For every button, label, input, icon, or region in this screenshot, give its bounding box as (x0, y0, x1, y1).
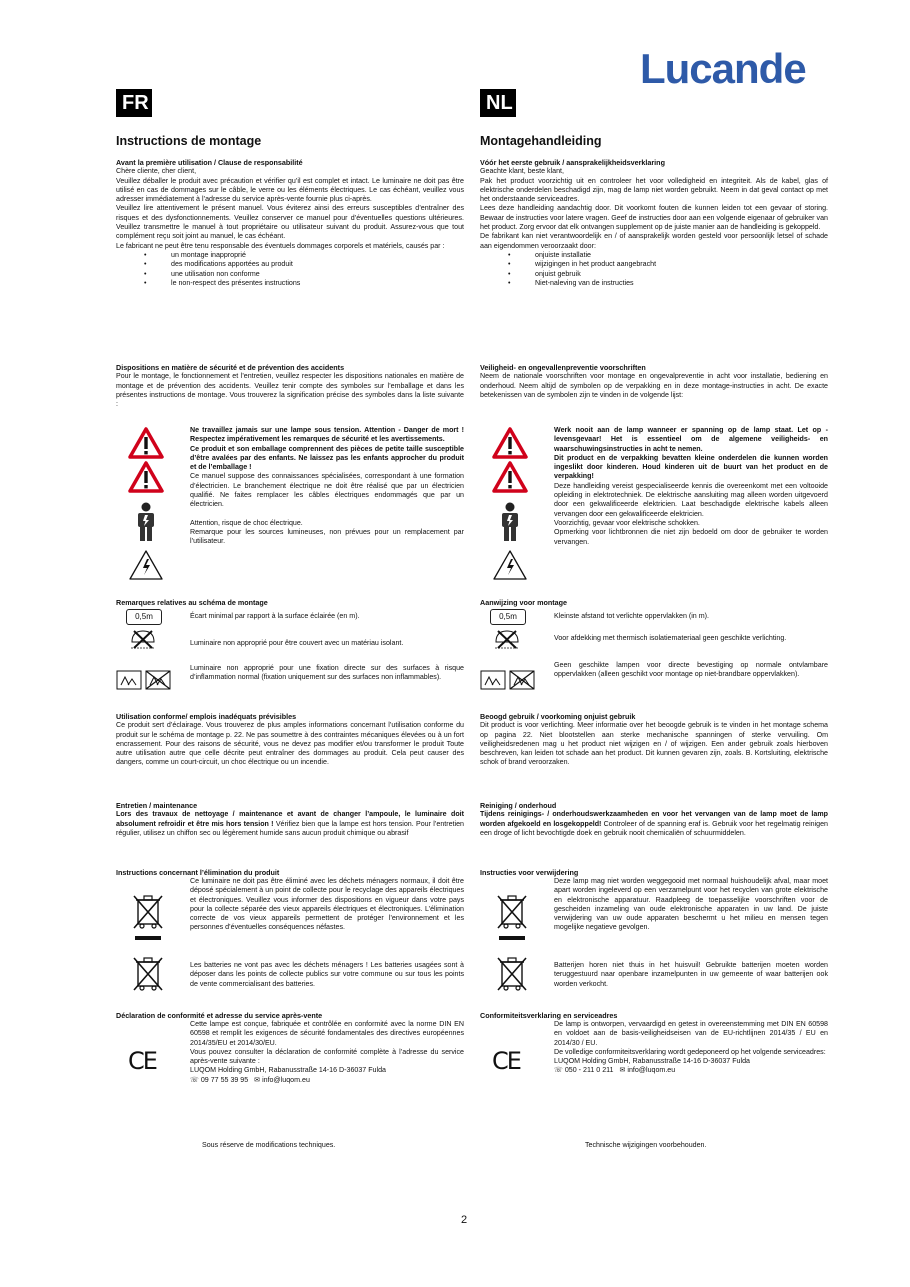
safety-text-nl (554, 426, 828, 547)
section-heading: Déclaration de conformité et adresse du service après-vente (116, 1011, 323, 1020)
section-intended-use-fr (116, 712, 464, 768)
mounting-note: Voor afdekking met thermisch isolatiemateriaal geen geschikte verlichting. (554, 634, 787, 642)
maintenance-warning: Tijdens reinigings- / onderhoudswerkzaamheden en voor het vervangen van de lamp moet de lamp worden afgekoeld en losgekoppeld! (480, 810, 828, 828)
paragraph: De lamp is ontworpen, vervaardigd en getest in overeenstemming met DIN EN 60598 en voldoet aan de basis-veiligheidseisen van de EU-richtlijnen 2014/35 / EU en 2014/30 / EU. (554, 1020, 828, 1047)
page-number: 2 (461, 1214, 468, 1226)
section-heading: Instructies voor verwijdering (480, 868, 579, 877)
page-title-nl: Montagehandleiding (480, 134, 602, 148)
email-link[interactable]: info@luqom.eu (262, 1075, 310, 1084)
section-heading: Utilisation conforme/ emplois inadéquats prévisibles (116, 712, 297, 721)
mounting-note: Kleinste afstand tot verlichte oppervlakken (in m). (554, 612, 709, 620)
no-insulation-cover-icon (492, 628, 522, 652)
section-heading: Remarques relatives au schéma de montage (116, 598, 268, 607)
electrician-icon (134, 501, 158, 543)
section-first-use-nl (480, 158, 828, 288)
section-first-use-fr (116, 158, 464, 288)
list-item: • Niet-naleving van de instructies (480, 279, 828, 288)
warning-text: Werk nooit aan de lamp wanneer er spanning op de lamp staat. Let op - levensgevaar! Het is essentieel om de algemene veiligheids- en waarschuwingsinstructies in acht te nemen. (554, 426, 828, 453)
mounting-note: Geen geschikte lampen voor directe bevestiging op normale ontvlambare oppervlakken (alleen geschikt voor montage op niet-brandbare oppervlakken). (554, 661, 828, 679)
paragraph: Chère cliente, cher client, (116, 167, 197, 176)
list-item: • onjuist gebruik (480, 270, 828, 279)
weee-bin-icon (496, 894, 528, 930)
electrician-icon (498, 501, 522, 543)
paragraph (116, 810, 464, 838)
section-safety-fr (116, 363, 464, 409)
paragraph: Pour le montage, le fonctionnement et l’entretien, veuillez respecter les dispositions nationales en matière de montage et de prévention des accidents. Veuillez tenir compte des symboles sur l’emballage et dans les présentes instructions de montage. Vous trouverez la signification précise des symboles dans la liste suivante : (116, 372, 464, 409)
list-item: • une utilisation non conforme (116, 270, 464, 279)
section-heading: Veiligheid- en ongevallenpreventie voorschriften (480, 363, 646, 372)
service-address: LUQOM Holding GmbH, Rabanusstraße 14-16 D-36037 Fulda (190, 1066, 386, 1075)
footer-nl: Technische wijzigingen voorbehouden. (585, 1141, 707, 1149)
section-heading: Avant la première utilisation / Clause de responsabilité (116, 158, 303, 167)
weee-bar (135, 936, 161, 940)
mounting-note: Luminaire non approprié pour une fixation directe sur des surfaces à risque d’inflammation normal (fixation uniquement sur des surfaces non inflammables). (190, 664, 464, 682)
phone-icon: ☏ (554, 1066, 563, 1075)
section-heading: Dispositions en matière de sécurité et de prévention des accidents (116, 363, 345, 372)
lang-badge-fr: FR (116, 89, 152, 117)
disposal-text: Deze lamp mag niet worden weggegooid met normaal huishoudelijk afval, maar moet apart worden ingeleverd op een verzamelpunt voor het recyclen van grote elektrische en elektronische apparatuur. Raadpleeg de toepasselijke voorschriften voor de gescheiden inzameling van oude elektronische apparaten in uw land. De juiste verwijdering van uw oude apparaten beschermt u het milieu en mensen tegen mogelijke negatieve gevolgen. (554, 877, 828, 932)
page-title-fr: Instructions de montage (116, 134, 262, 148)
list-item: • wijzigingen in het product aangebracht (480, 260, 828, 269)
paragraph: Cette lampe est conçue, fabriquée et contrôlée en conformité avec la norme DIN EN 60598 et remplit les exigences de sécurité fondamentales des directives européennes 2014/35/EU et 2014/30/EU. (190, 1020, 464, 1047)
warning-text: Dit product en de verpakking bevatten kleine onderdelen die kunnen worden ingeslikt door kinderen. Houd kinderen uit de buurt van het product en de verpakking! (554, 453, 828, 481)
paragraph: De fabrikant kan niet verantwoordelijk en / of aansprakelijk worden gesteld voor persoonlijk letsel of schade aan eigendommen veroorzaakt door: (480, 232, 828, 250)
section-safety-nl (480, 363, 828, 400)
no-insulation-cover-icon (128, 628, 158, 652)
contact-line (190, 1076, 464, 1085)
lucande-logo: Lucande (640, 45, 806, 92)
ce-mark-icon: CE (128, 1047, 156, 1075)
list-item: • onjuiste installatie (480, 251, 828, 260)
warning-text: Ne travaillez jamais sur une lampe sous tension. Attention - Danger de mort ! Respectez impérativement les remarques de sécurité et les avertissements. (190, 426, 464, 444)
section-intended-use-nl (480, 712, 828, 768)
warning-text: Ce produit et son emballage comprennent des pièces de petite taille susceptible d’être avalées par des enfants. Ne laissez pas les enfants approcher du produit et de l’emballage ! (190, 444, 464, 472)
electric-shock-icon (492, 548, 528, 582)
distance-0-5m-icon (126, 609, 162, 625)
warning-text: Voorzichtig, gevaar voor elektrische schokken. (554, 518, 700, 527)
warning-text: Opmerking voor lichtbronnen die niet zijn bedoeld om door de gebruiker te worden vervangen. (554, 528, 828, 546)
service-address: LUQOM Holding GmbH, Rabanusstraße 14-16 D-36037 Fulda (554, 1057, 750, 1066)
mounting-note: Luminaire non approprié pour être couvert avec un matériau isolant. (190, 639, 404, 647)
warning-triangle-icon (128, 426, 164, 460)
section-maintenance-nl (480, 801, 828, 838)
section-heading: Aanwijzing voor montage (480, 598, 568, 607)
paragraph: Ce produit sert d’éclairage. Vous trouverez de plus amples informations concernant l’utilisation conforme du produit sur le schéma de montage p. 22. Ne pas soumettre à des contraintes mécaniques élevées ou à un fort encrassement. Pour des raisons de sécurité, vous ne devez pas modifier et/ou transformer le produit Toute autre utilisation autre que celle décrite peut entraîner des dommages au produit. Cela peut causer des dangers, comme un court-circuit, un choc électrique ou un incendie. (116, 721, 464, 767)
section-disposal-nl (480, 868, 828, 998)
section-conformity-fr (116, 1011, 464, 1121)
section-maintenance-fr (116, 801, 464, 838)
warning-triangle-icon (492, 426, 528, 460)
section-heading: Vóór het eerste gebruik / aansprakelijkheidsverklaring (480, 158, 665, 167)
paragraph: Vous pouvez consulter la déclaration de conformité complète à l’adresse du service après-vente suivante : (190, 1047, 464, 1066)
section-disposal-fr (116, 868, 464, 998)
paragraph: Le fabricant ne peut être tenu responsable des éventuels dommages corporels et matériels, causés par : (116, 241, 445, 250)
paragraph: Veuillez lire attentivement le présent manuel. Vous éviterez ainsi des erreurs susceptibles d’entraîner des risques et des dysfonctionnements. Veuillez conserver ce manuel pour d’éventuelles questions ultérieures. Veuillez transmettre le manuel à tout propriétaire ou utilisateur suivant du produit. Assurez-vous que tout complément reçu soit joint au manuel, le cas échéant. (116, 204, 464, 241)
paragraph: De volledige conformiteitsverklaring wordt gedeponeerd op het volgende serviceadres: (554, 1047, 826, 1056)
disposal-text: Batterijen horen niet thuis in het huisvuil! Gebruikte batterijen moeten worden teruggestuurd naar openbare inzamelpunten in uw gemeente of waar batterijen ook worden verkocht. (554, 961, 828, 988)
distance-0-5m-icon (490, 609, 526, 625)
conformity-text-fr (190, 1020, 464, 1085)
warning-text: Deze handleiding vereist gespecialiseerde kennis die overeenkomt met een voltooide opleiding in elektrotechniek. De elektrische aansluiting mag alleen worden uitgevoerd door een gekwalificeerde elektricien. Laat beschadigde elektrische kabels alleen vervangen door een gekwalificeerde elektricien. (554, 481, 828, 518)
maintenance-text: Vérifiez bien que la lampe est hors tension. Pour l’entretien régulier, utilisez un chiffon sec ou légèrement humide sans aucun produit chimique ou abrasif (116, 819, 464, 837)
paragraph: Veuillez déballer le produit avec précaution et vérifier qu’il est complet et intact. Le luminaire ne doit pas être utilisé en cas de dommages sur le câble, le verre ou les éléments électriques. Le cas échéant, veuillez vous adresser immédiatement à l’adresse du service après-vente fournie plus ci-après. (116, 176, 464, 204)
ce-mark-icon: CE (492, 1047, 520, 1075)
mail-icon: ✉ (619, 1066, 626, 1075)
section-heading: Instructions concernant l’élimination du produit (116, 868, 280, 877)
weee-bar (499, 936, 525, 940)
conformity-text-nl (554, 1020, 828, 1076)
paragraph: Dit product is voor verlichting. Meer informatie over het beoogde gebruik is te vinden in het montage schema op pagina 22. Niet blootstellen aan sterke mechanische spanningen of sterke vervuiling. Om veiligheidsredenen mag u het product niet wijzigen en / of wijzigen. Een ander gebruik zoals hierboven beschreven, kan leiden tot schade aan het product. Dit kunnen gevaren zijn, zoals. B. Kortsluiting, elektrische schok of brand veroorzaken. (480, 721, 828, 767)
warning-text: Ce manuel suppose des connaissances spécialisées, correspondant à une formation d’électricien. Le branchement électrique ne doit être réalisé que par un électricien qualifié. Ne faites remplacer les câbles électriques endommagés que par un électricien. (190, 472, 464, 509)
section-conformity-nl (480, 1011, 828, 1121)
no-flammable-surface-icon (480, 670, 536, 690)
section-heading: Reiniging / onderhoud (480, 801, 557, 810)
column-nl (480, 134, 828, 1075)
safety-symbols-nl (480, 426, 828, 586)
phone-number: 09 77 55 39 95 (200, 1075, 249, 1084)
warning-triangle-icon (128, 460, 164, 494)
safety-text-fr (190, 426, 464, 547)
mail-icon: ✉ (254, 1075, 261, 1084)
list-item: • un montage inapproprié (116, 251, 464, 260)
safety-symbols-fr (116, 426, 464, 586)
section-heading: Beoogd gebruik / voorkoming onjuist gebruik (480, 712, 636, 721)
section-heading: Entretien / maintenance (116, 801, 198, 810)
email-link[interactable]: info@luqom.eu (627, 1066, 676, 1075)
warning-text: Attention, risque de choc électrique. (190, 518, 303, 527)
list-item: • le non-respect des présentes instructions (116, 279, 464, 288)
list-item: • des modifications apportées au produit (116, 260, 464, 269)
contact-line (554, 1066, 828, 1075)
weee-bin-icon (132, 894, 164, 930)
distance-label: 0,5m (135, 612, 153, 621)
section-mounting-notes-nl (480, 598, 828, 698)
battery-bin-icon (132, 956, 164, 992)
paragraph (480, 810, 828, 838)
disposal-text: Les batteries ne vont pas avec les déchets ménagers ! Les batteries usagées sont à déposer dans les points de collecte publics sur votre commune ou sur tous les points de vente commercialisant des batteries. (190, 961, 464, 988)
paragraph: Pak het product voorzichtig uit en controleer het voor volledigheid en integriteit. Als de kabel, glas of elektrische onderdelen beschadigd zijn, mag de lamp niet worden gebruikt. Neem in dat geval contact op met het onderstaande serviceadres. (480, 176, 828, 204)
warning-text: Remarque pour les sources lumineuses, non prévues pour un remplacement par l’utilisateur. (190, 527, 464, 546)
section-heading: Conformiteitsverklaring en serviceadres (480, 1011, 618, 1020)
paragraph: Lees deze handleiding aandachtig door. Dit voorkomt fouten die kunnen leiden tot een gevaar of storing. Bewaar de instructies voor latere vragen. Geef de instructies door aan een volgende eigenaar of gebruiker van het product. Zorg ervoor dat elk ontvangen supplement op de juiste manier aan de handleiding is gekoppeld. (480, 204, 828, 232)
phone-number: 050 - 211 0 211 (564, 1066, 614, 1075)
footer-fr: Sous réserve de modifications techniques. (202, 1141, 336, 1149)
liability-list (116, 251, 464, 288)
mounting-note: Écart minimal par rapport à la surface éclairée (en m). (190, 612, 360, 620)
maintenance-warning: Lors des travaux de nettoyage / maintenance et avant de changer l’ampoule, le luminaire doit absolument refroidir et être mis hors tension ! (116, 810, 464, 828)
lang-badge-nl: NL (480, 89, 516, 117)
paragraph: Neem de nationale voorschriften voor montage en ongevalpreventie in acht voor installatie, bediening en onderhoud. Neem altijd de symbolen op de verpakking en in deze montage-instructies in acht. De exacte betekenissen van de symbolen zijn te vinden in de volgende lijst: (480, 372, 828, 399)
paragraph: Geachte klant, beste klant, (480, 167, 564, 176)
warning-triangle-icon (492, 460, 528, 494)
section-mounting-notes-fr (116, 598, 464, 698)
electric-shock-icon (128, 548, 164, 582)
no-flammable-surface-icon (116, 670, 172, 690)
disposal-text: Ce luminaire ne doit pas être éliminé avec les déchets ménagers normaux, il doit être déposé spécialement à un point de collecte pour le recyclage des appareils électriques et électroniques. Veuillez vous informer des dispositions en vigueur dans votre pays pour la collecte séparée des vieux appareils électriques et électroniques. L’élimination correcte de vos vieux appareils permettent de protéger l’environnement et les personnes d’éventuelles conséquences néfastes. (190, 877, 464, 932)
liability-list (480, 251, 828, 288)
maintenance-text: Controleer of de spanning eraf is. Gebruik voor het regelmatig reinigen een droge of licht bevochtigde doek en gebruik nooit chemicaliën of schuurmiddelen. (480, 819, 828, 837)
phone-icon: ☏ (190, 1075, 199, 1084)
column-fr (116, 134, 464, 1084)
distance-label: 0,5m (499, 612, 517, 621)
battery-bin-icon (496, 956, 528, 992)
